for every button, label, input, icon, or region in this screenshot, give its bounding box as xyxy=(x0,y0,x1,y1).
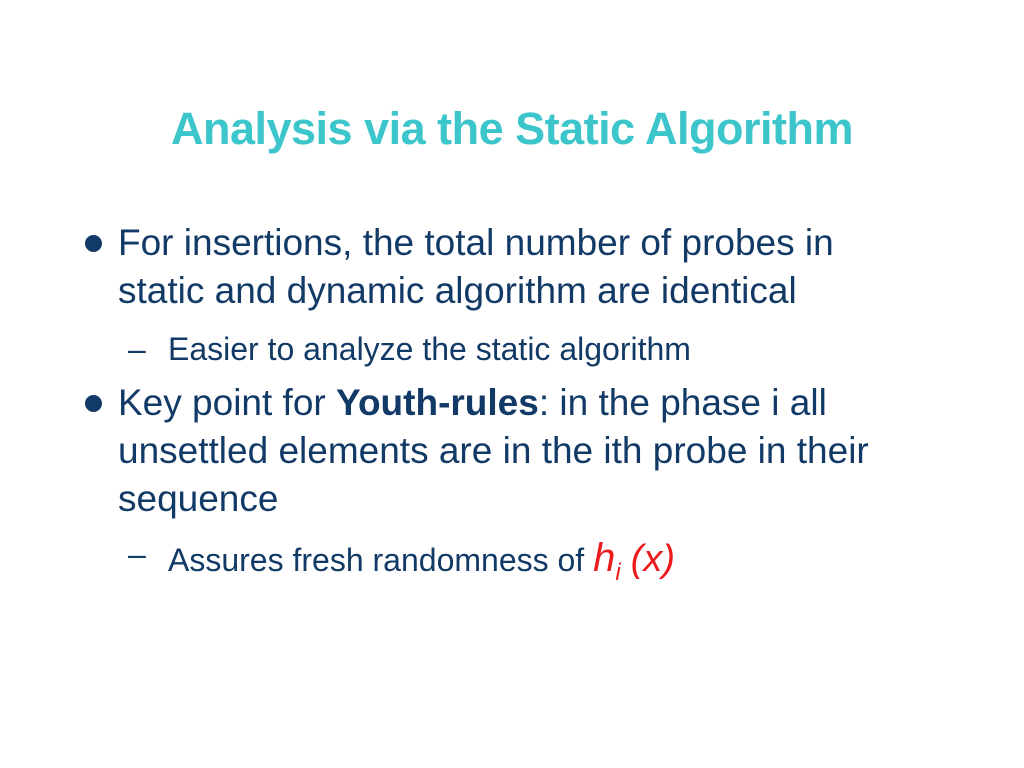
bullet-2-line-2: unsettled elements are in the ith probe in their xyxy=(118,430,869,471)
sub-bullet-2-prefix: Assures fresh randomness of xyxy=(168,542,594,578)
math-h: h xyxy=(593,536,616,580)
sub-bullet-1-text: Easier to analyze the static algorithm xyxy=(168,331,691,367)
bullet-item-2 xyxy=(84,379,964,523)
math-formula xyxy=(593,536,675,586)
bullet-item-1 xyxy=(84,219,964,315)
dash-bullet-icon: – xyxy=(128,536,146,572)
bullet-2-line-1-suffix: : in the phase i all xyxy=(538,382,827,423)
slide-title: Analysis via the Static Algorithm xyxy=(170,103,853,154)
bullet-2-keyword: Youth-rules xyxy=(336,382,539,423)
sub-bullet-item-1 xyxy=(84,328,964,370)
bullet-dot-icon xyxy=(85,395,102,412)
math-subscript-i: i xyxy=(615,559,621,586)
bullet-2-line-3: sequence xyxy=(118,478,279,519)
dash-bullet-icon: – xyxy=(128,331,146,367)
bullet-2-line-1-prefix: Key point for xyxy=(118,382,337,423)
math-of-x: (x) xyxy=(630,538,675,580)
bullet-1-line-1: For insertions, the total number of probes in xyxy=(118,222,834,263)
sub-bullet-2-text xyxy=(168,533,964,598)
slide-body xyxy=(84,219,964,598)
bullet-dot-icon xyxy=(85,235,102,252)
bullet-1-line-2: static and dynamic algorithm are identical xyxy=(118,270,797,311)
sub-bullet-item-2 xyxy=(84,533,964,598)
bullet-2-line-1 xyxy=(118,379,964,427)
